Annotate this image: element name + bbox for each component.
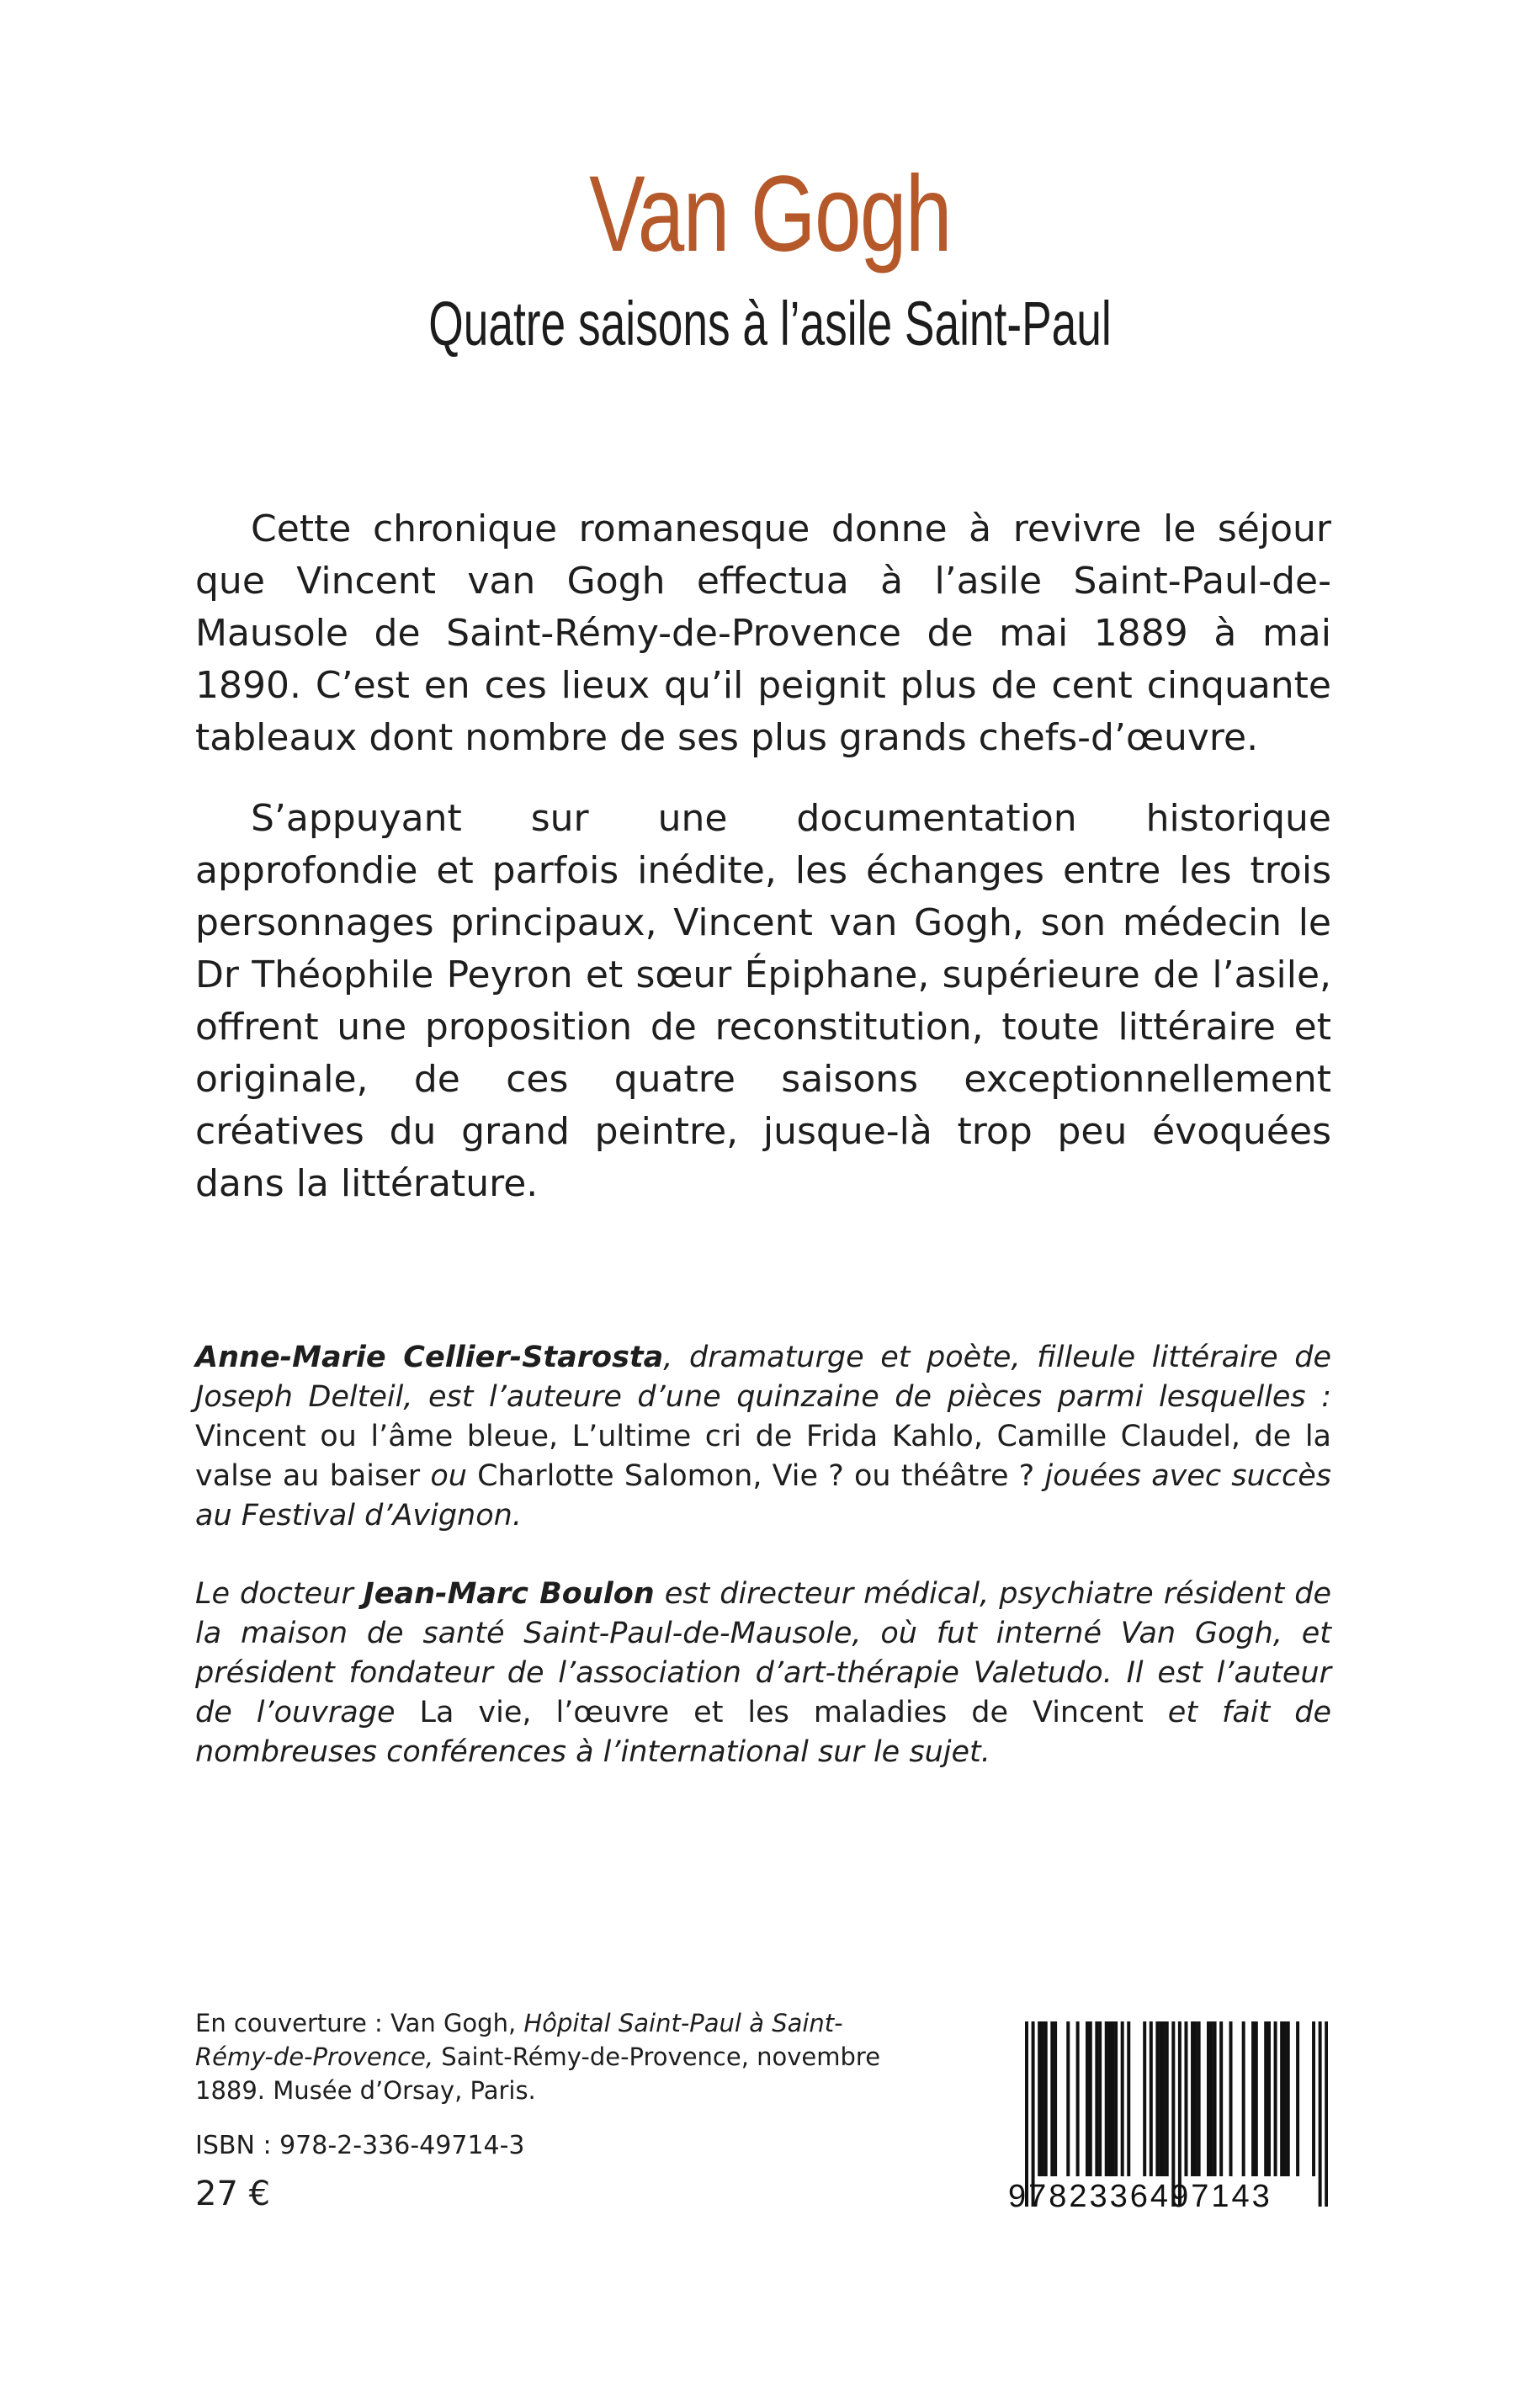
barcode-bar [1213,2021,1217,2176]
barcode-bar [1166,2021,1169,2176]
bio2-text-1: Le docteur [195,1577,364,1611]
barcode-bar [1264,2021,1267,2176]
barcode-bar [1194,2021,1197,2176]
credit-artwork: Hôpital Saint-Paul à Saint-Rémy-de-Provence, [195,2009,843,2071]
author-name-2: Jean-Marc Boulon [363,1577,655,1611]
bio1-works-2: Charlotte Salomon, Vie ? ou théâtre ? [477,1459,1035,1493]
barcode-bar [1121,2021,1124,2176]
bio1-works-1: Vincent ou l’âme bleue, L’ultime cri de Frida Kahlo, Camille Claudel, de la valse au baiser [195,1420,1331,1493]
barcode-bar [1251,2021,1255,2176]
barcode-bar [1114,2021,1118,2176]
barcode-bar [1155,2021,1159,2176]
barcode-bar [1283,2021,1287,2176]
barcode-bar [1210,2021,1213,2176]
barcode-bar [1274,2021,1277,2176]
barcode-bar [1229,2021,1233,2176]
author-name-1: Anne-Marie Cellier-Starosta [195,1341,664,1374]
bio1-text-3: jouées avec succès au Festival d’Avignon. [195,1459,1331,1532]
barcode-bar [1312,2021,1315,2176]
cover-credit [195,2006,885,2107]
bio2-work: La vie, l’œuvre et les maladies de Vincent [419,1696,1144,1729]
barcode-bar [1184,2021,1187,2176]
barcode-bar [1219,2021,1223,2176]
barcode-bar [1287,2021,1290,2176]
barcode-bar [1105,2021,1108,2176]
barcode-bar [1108,2021,1112,2176]
author-bios [195,1338,1331,1811]
barcode-bar [1095,2021,1098,2176]
barcode-bar [1038,2021,1041,2176]
barcode-bar [1041,2021,1044,2176]
credit-prefix: En couverture : Van Gogh, [195,2009,524,2037]
barcode-bar [1086,2021,1089,2176]
barcode-bar [1267,2021,1271,2176]
barcode-bar [1054,2021,1057,2176]
barcode-bar [1089,2021,1092,2176]
barcode-digits: 9782336497143 [1008,2179,1272,2214]
author-bio-1 [195,1338,1331,1536]
barcode-bar [1098,2021,1102,2176]
book-subtitle: Quatre saisons à l’asile Saint-Paul [428,289,1112,359]
barcode-bar [1207,2021,1210,2176]
barcode-bar [1050,2021,1054,2176]
barcode-bar [1076,2021,1080,2176]
author-bio-2 [195,1575,1331,1772]
barcode-bar [1150,2021,1153,2176]
barcode-bar [1066,2021,1070,2176]
book-summary [195,503,1331,1239]
credit-rest: Saint-Rémy-de-Provence, novembre 1889. Musée d’Orsay, Paris. [195,2042,881,2105]
barcode-bar [1162,2021,1166,2176]
bio2-text-3: et fait de nombreuses conférences à l’international sur le sujet. [195,1696,1331,1769]
barcode-bar [1296,2021,1299,2176]
bio1-text-1: , dramaturge et poète, filleule littéraire de Joseph Delteil, est l’auteure d’une quinzaine de pièces parmi lesquelles : [195,1341,1331,1414]
summary-paragraph-2: S’appuyant sur une documentation historique approfondie et parfois inédite, les échanges entre les trois personnages principaux, Vincent van Gogh, son médecin le Dr Théophile Peyron et sœur Épiphane, supérieure de l’asile, offrent une proposition de reconstitution, toute littéraire et originale, de ces quatre saisons exceptionnellement créatives du grand peintre, jusque-là trop peu évoquées dans la littérature. [195,797,1331,1205]
barcode-bar [1280,2021,1283,2176]
barcode-bar [1159,2021,1162,2176]
bio1-text-2: ou [420,1459,478,1493]
barcode-bar [1111,2021,1114,2176]
barcode-bar [1242,2021,1245,2176]
barcode-bar [1197,2021,1201,2176]
summary-paragraph-1: Cette chronique romanesque donne à revivre le séjour que Vincent van Gogh effectua à l’asile Saint-Paul-de-Mausole de Saint-Rémy-de-Provence de mai 1889 à mai 1890. C’est en ces lieux qu’il peignit plus de cent cinquante tableaux dont nombre de ses plus grands chefs-d’œuvre. [195,507,1331,759]
bio2-text-2: est directeur médical, psychiatre résident de la maison de santé Saint-Paul-de-Mausole, où fut interné Van Gogh, et président fondateur de l’association d’art-thérapie Valetudo. Il est l’auteur de l’ouvrage [195,1577,1332,1729]
barcode-bar [1191,2021,1194,2176]
barcode-bar [1255,2021,1258,2176]
barcode-bar [1143,2021,1146,2176]
barcode-bar [1044,2021,1048,2176]
barcode-bar [1127,2021,1130,2176]
book-title: Van Gogh [589,154,951,274]
isbn: ISBN : 978-2-336-49714-3 [195,2131,525,2160]
price: 27 € [195,2175,271,2213]
